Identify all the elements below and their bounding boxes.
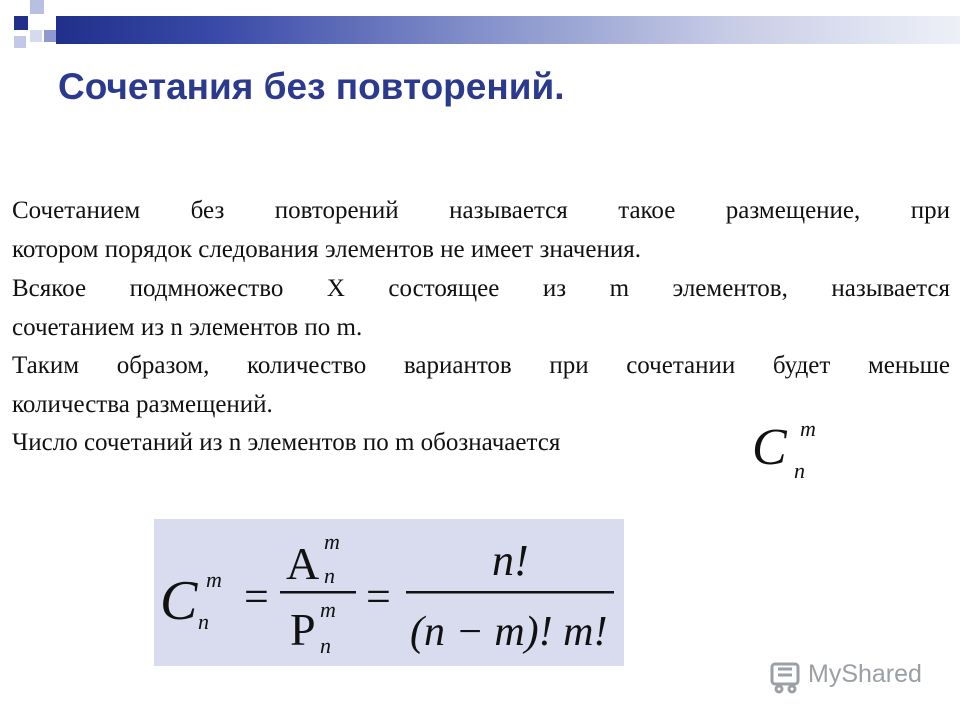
combination-formula	[154, 519, 624, 666]
equals-sign-2: =	[366, 572, 391, 621]
paragraph-1	[12, 191, 950, 269]
fraction1-numerator-base: A	[286, 538, 320, 589]
fraction2-denominator: (n − m)! m!	[410, 609, 608, 655]
watermark-text: MyShared	[808, 660, 922, 688]
slide-title: Сочетания без повторений.	[58, 66, 565, 107]
fraction2-numerator: n!	[492, 536, 529, 585]
cart-icon	[772, 664, 798, 692]
header-square-1	[14, 16, 28, 30]
notation-base: C	[752, 419, 787, 476]
combination-notation	[752, 416, 832, 480]
lhs-sub: n	[198, 609, 209, 634]
header-square-2	[30, 0, 44, 14]
paragraph-3	[12, 346, 950, 424]
paragraph-line: котором порядок следования элементов не имеет значения.	[12, 236, 641, 263]
equals-sign-1: =	[244, 572, 269, 621]
paragraph-line: Таким образом, количество вариантов при сочетании будет меньше	[12, 352, 950, 379]
fraction1-bar	[280, 591, 356, 594]
header-square-4	[30, 30, 42, 42]
paragraph-line: сочетанием из n элементов по m.	[12, 314, 363, 341]
paragraph-2	[12, 269, 950, 347]
lhs-base: C	[160, 570, 198, 632]
fraction1-denominator-sub: n	[320, 633, 331, 658]
formula-box	[154, 519, 624, 666]
header-square-3	[44, 30, 56, 42]
fraction1-numerator-sup: m	[324, 529, 340, 554]
paragraph-line: количества размещений.	[12, 391, 273, 418]
header-square-5	[14, 36, 26, 48]
fraction1-numerator-sub: n	[324, 563, 335, 588]
paragraph-line: Всякое подмножество X состоящее из m элементов, называется	[12, 275, 950, 302]
paragraph-line: Число сочетаний из n элементов по m обозначается	[12, 429, 561, 456]
fraction1-denominator-base: P	[290, 604, 316, 655]
header-bar	[56, 16, 960, 44]
fraction2-bar	[406, 591, 614, 594]
fraction1-denominator-sup: m	[320, 597, 336, 622]
notation-sub: n	[794, 458, 805, 480]
paragraph-line: Сочетанием без повторений называется такое размещение, при	[12, 197, 950, 224]
notation-sup: m	[800, 416, 816, 441]
lhs-sup: m	[206, 567, 222, 592]
